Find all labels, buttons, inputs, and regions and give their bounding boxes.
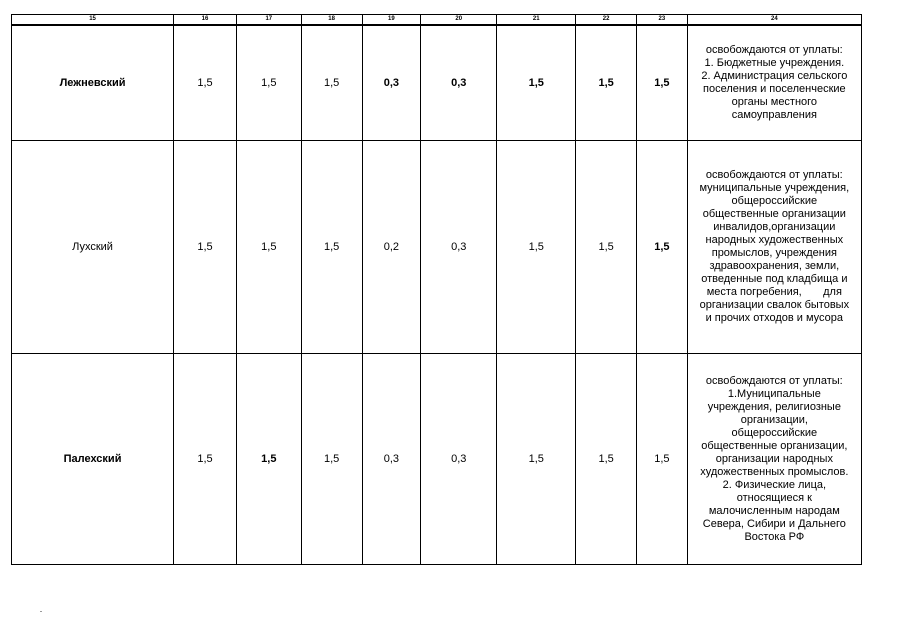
rate-cell: 1,5 [576, 141, 637, 354]
rate-cell: 0,2 [362, 141, 421, 354]
column-header: 24 [687, 15, 861, 26]
note-line: освобождаются от уплаты: [705, 44, 843, 56]
note-line: малочисленным народам [708, 504, 840, 517]
note-line: 1.Муниципальные [727, 387, 821, 400]
rate-cell: 0,3 [362, 25, 421, 141]
note-line: 2. Администрация сельского [701, 70, 848, 82]
note-line: самоуправления [731, 109, 817, 121]
note-line: народных художественных [705, 234, 844, 246]
note-line: общественные организации, [701, 439, 848, 452]
note-line: места погребения, для [706, 286, 842, 298]
column-header: 16 [174, 15, 237, 26]
rate-cell: 0,3 [421, 25, 497, 141]
rate-cell: 1,5 [174, 25, 237, 141]
column-header: 22 [576, 15, 637, 26]
rate-cell: 1,5 [497, 141, 576, 354]
rate-cell: 1,5 [301, 25, 362, 141]
rate-cell: 1,5 [497, 354, 576, 565]
rate-cell: 0,3 [421, 141, 497, 354]
exemption-note [687, 141, 861, 354]
column-header: 19 [362, 15, 421, 26]
rate-cell: 1,5 [637, 25, 688, 141]
note-line: 1. Бюджетные учреждения. [704, 57, 845, 69]
note-line: Севера, Сибири и Дальнего [702, 517, 846, 530]
note-line: и прочих отходов и мусора [705, 312, 844, 324]
note-line: учреждения, религиозные [707, 400, 841, 413]
note-line: организации, [740, 413, 808, 426]
settlement-name: Палехский [12, 354, 174, 565]
rate-cell: 1,5 [236, 25, 301, 141]
note-line: освобождаются от уплаты: [705, 374, 843, 387]
note-line: освобождаются от уплаты: [705, 169, 843, 181]
rate-cell: 0,3 [421, 354, 497, 565]
note-line: 2. Физические лица, [722, 478, 827, 491]
rate-cell: 1,5 [637, 354, 688, 565]
rate-cell: 1,5 [301, 354, 362, 565]
exemption-note [687, 25, 861, 141]
column-header: 23 [637, 15, 688, 26]
rate-cell: 1,5 [497, 25, 576, 141]
rate-cell: 1,5 [576, 354, 637, 565]
note-line: организации свалок бытовых [699, 299, 850, 311]
note-line: инвалидов,организации [713, 221, 836, 233]
note-line: общероссийские [731, 426, 818, 439]
rate-cell: 1,5 [236, 141, 301, 354]
rate-cell: 1,5 [174, 354, 237, 565]
table-row [12, 141, 862, 354]
note-line: общественные организации [702, 208, 846, 220]
rate-cell: 1,5 [301, 141, 362, 354]
rate-cell: 1,5 [637, 141, 688, 354]
note-line: Востока РФ [744, 530, 805, 543]
rate-cell: 1,5 [174, 141, 237, 354]
column-header: 18 [301, 15, 362, 26]
tax-rate-table [11, 14, 862, 565]
settlement-name: Лухский [12, 141, 174, 354]
column-number-row [12, 15, 862, 26]
note-line: художественных промыслов. [700, 465, 849, 478]
note-line: поселения и поселенческие [703, 83, 846, 95]
column-header: 17 [236, 15, 301, 26]
note-line: муниципальные учреждения, [699, 182, 850, 194]
table-row [12, 25, 862, 141]
table-row [12, 354, 862, 565]
note-line: организации народных [715, 452, 833, 465]
rate-cell: 1,5 [236, 354, 301, 565]
column-header: 15 [12, 15, 174, 26]
note-line: относящиеся к [736, 491, 812, 504]
note-line: промыслов, учреждения [711, 247, 837, 259]
column-header: 20 [421, 15, 497, 26]
note-line: здравоохранения, земли, [709, 260, 840, 272]
rate-cell: 0,3 [362, 354, 421, 565]
column-header: 21 [497, 15, 576, 26]
note-line: общероссийские [731, 195, 818, 207]
settlement-name: Лежневский [12, 25, 174, 141]
note-line: отведенные под кладбища и [701, 273, 848, 285]
note-line: органы местного [731, 96, 818, 108]
scan-speck [40, 611, 42, 612]
rate-cell: 1,5 [576, 25, 637, 141]
exemption-note [687, 354, 861, 565]
